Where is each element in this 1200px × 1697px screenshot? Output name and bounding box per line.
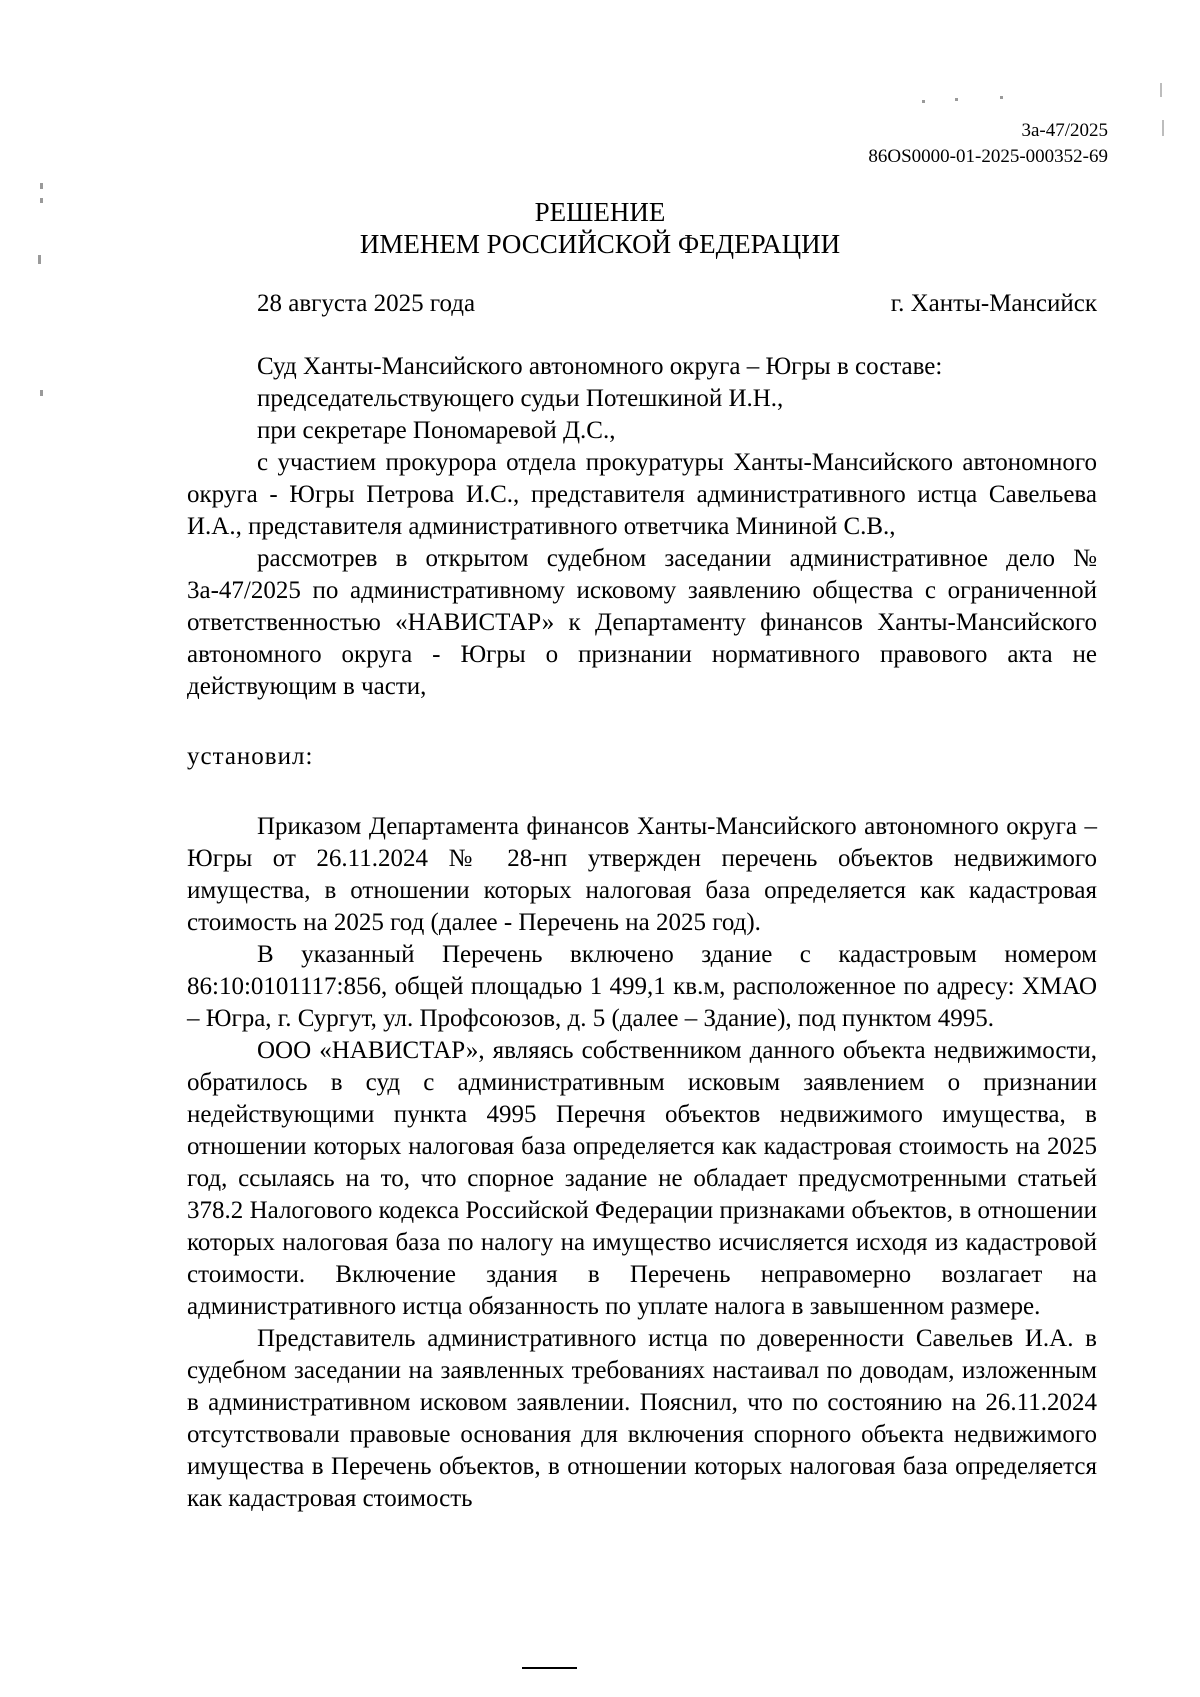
page-footer-rule [522,1667,577,1669]
paragraph-claim: ООО «НАВИСТАР», являясь собственником данного объекта недвижимости, обратилось в суд с административным исковым заявлением о признании недействующими пункта 4995 Перечня объектов недвижимого имущества, в отношении которых налоговая база определяется как кадастровая стоимость на 2025 год, ссылаясь на то, что спорное задание не обладает предусмотренными статьей 378.2 Налогового кодекса Российской Федерации признаками объектов, в отношении которых налоговая база по налогу на имущество исчисляется исходя из кадастровой стоимости. Включение здания в Перечень неправомерно возлагает на административного истца обязанность по уплате налога в завышенном размере. [187,1037,1097,1320]
paragraph-order: Приказом Департамента финансов Ханты-Мансийского автономного округа – Югры от 26.11.2024 № 28-нп утвержден перечень объектов недвижимого имущества, в отношении которых налоговая база определяется как кадастровая стоимость на 2025 год (далее - Перечень на 2025 год). [187,813,1097,936]
paragraph-representative: Представитель административного истца по доверенности Савельев И.А. в судебном заседании на заявленных требованиях настаивал по доводам, изложенным в административном исковом заявлении. Пояснил, что по состоянию на 26.11.2024 отсутствовали правовые основания для включения спорного объекта недвижимого имущества в Перечень объектов, в отношении которых налоговая база определяется как кадастровая стоимость [187,1325,1097,1512]
paragraph-participants: с участием прокурора отдела прокуратуры Ханты-Мансийского автономного округа - Югры Петрова И.С., представителя административного истца Савельева И.А., представителя административного ответчика Мининой С.В., [187,449,1097,540]
paragraph-secretary: при секретаре Пономаревой Д.С., [257,417,616,444]
scan-artifact [922,100,925,103]
document-subtitle: ИМЕНЕМ РОССИЙСКОЙ ФЕДЕРАЦИИ [359,229,841,259]
scan-artifact [1000,96,1003,99]
paragraph-judge: председательствующего судьи Потешкиной И.Н., [257,385,784,412]
document-body [187,351,1097,1515]
document-title: РЕШЕНИЕ [534,197,666,227]
scan-artifact [1162,120,1164,136]
date-place-line [257,290,1097,318]
scan-artifact [1160,83,1162,97]
decision-place: г. Ханты-Мансийск [890,290,1097,317]
case-identifiers [868,118,1108,170]
paragraph-considered: рассмотрев в открытом судебном заседании административное дело № 3а-47/2025 по административному исковому заявлению общества с ограниченной ответственностью «НАВИСТАР» к Департаменту финансов Ханты-Мансийского автономного округа - Югры о признании нормативного правового акта не действующим в части, [187,545,1097,700]
paragraph-building: В указанный Перечень включено здание с кадастровым номером 86:10:0101117:856, общей площадью 1 499,1 кв.м, расположенное по адресу: ХМАО – Югра, г. Сургут, ул. Профсоюзов, д. 5 (далее – Здание), под пунктом 4995. [187,941,1097,1032]
case-uid: 86OS0000-01-2025-000352-69 [868,146,1108,167]
scan-artifact [955,98,958,101]
scan-artifact [40,183,43,189]
decision-date: 28 августа 2025 года [257,290,476,317]
scan-artifact [40,390,43,396]
section-heading-ustanovil: установил: [187,743,314,770]
paragraph-court: Суд Ханты-Мансийского автономного округа – Югры в составе: [257,353,943,380]
case-number: 3а-47/2025 [1021,120,1108,141]
